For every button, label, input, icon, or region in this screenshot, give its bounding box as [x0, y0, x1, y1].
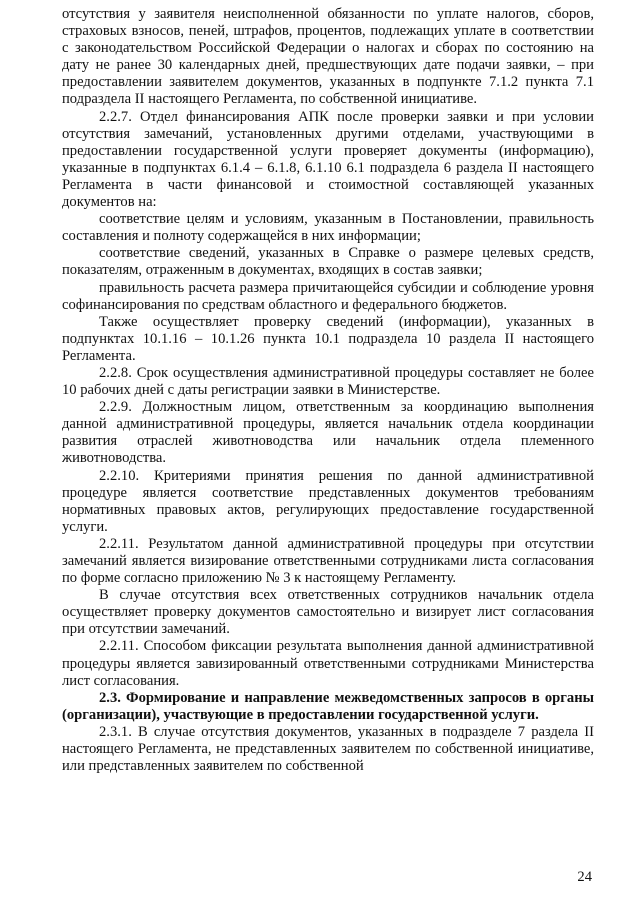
paragraph-2-2-8: 2.2.8. Срок осуществления административной процедуры составляет не более 10 рабочих дней с даты регистрации заявки в Министерстве.: [62, 364, 594, 399]
paragraph-2-2-10: 2.2.10. Критериями принятия решения по данной административной процедуре является соответствие представленных документов требованиям нормативных правовых актов, регулирующих предоставление государственной услуги.: [62, 467, 594, 535]
document-page: [62, 6, 594, 775]
paragraph-2-3-1: 2.3.1. В случае отсутствия документов, указанных в подразделе 7 раздела II настоящего Регламента, не представленных заявителем по собственной инициативе, или представленных заявителем по собственной: [62, 723, 594, 775]
paragraph-also-checks: Также осуществляет проверку сведений (информации), указанных в подпунктах 10.1.16 – 10.1.26 пункта 10.1 подраздела 10 раздела II настоящего Регламента.: [62, 313, 594, 364]
paragraph-absence-case: В случае отсутствия всех ответственных сотрудников начальник отдела осуществляет проверку документов самостоятельно и визирует лист согласования при отсутствии замечаний.: [62, 587, 594, 638]
section-heading-2-3: 2.3. Формирование и направление межведомственных запросов в органы (организации), участвующие в предоставлении государственной услуги.: [62, 689, 594, 723]
paragraph-check-reference: соответствие сведений, указанных в Справке о размере целевых средств, показателям, отраженным в документах, входящих в состав заявки;: [62, 245, 594, 279]
paragraph-2-2-11-result: 2.2.11. Результатом данной административной процедуры при отсутствии замечаний является визирование ответственными сотрудниками листа согласования по форме согласно приложению № 3 к настоящему Регламенту.: [62, 535, 594, 587]
paragraph-2-2-9: 2.2.9. Должностным лицом, ответственным за координацию выполнения данной административной процедуры, является начальник отдела координации развития отраслей животноводства или начальник отдела племенного животноводства.: [62, 399, 594, 467]
paragraph-check-calculation: правильность расчета размера причитающейся субсидии и соблюдение уровня софинансирования по средствам областного и федерального бюджетов.: [62, 279, 594, 313]
paragraph-check-goals: соответствие целям и условиям, указанным в Постановлении, правильность составления и полноту содержащейся в них информации;: [62, 211, 594, 245]
paragraph-continuation: отсутствия у заявителя неисполненной обязанности по уплате налогов, сборов, страховых взносов, пеней, штрафов, процентов, подлежащих уплате в соответствии с законодательством Российской Федерации о налогах и сборах по состоянию на дату не ранее 30 календарных дней, предшествующих дате подачи заявки, – при предоставлении заявителем документов, указанных в подпункте 7.1.2 пункта 7.1 подраздела II настоящего Регламента, по собственной инициативе.: [62, 6, 594, 108]
paragraph-2-2-11-fixation: 2.2.11. Способом фиксации результата выполнения данной административной процедуры является завизированный ответственными сотрудниками Министерства лист согласования.: [62, 638, 594, 689]
page-number: 24: [577, 869, 592, 885]
paragraph-2-2-7: 2.2.7. Отдел финансирования АПК после проверки заявки и при условии отсутствия замечаний, установленных другими отделами, участвующими в предоставлении государственной услуги проверяет документы (информацию), указанные в подпунктах 6.1.4 – 6.1.8, 6.1.10 6.1 подраздела 6 раздела II настоящего Регламента в части финансовой и стоимостной составляющей указанных документов на:: [62, 108, 594, 211]
